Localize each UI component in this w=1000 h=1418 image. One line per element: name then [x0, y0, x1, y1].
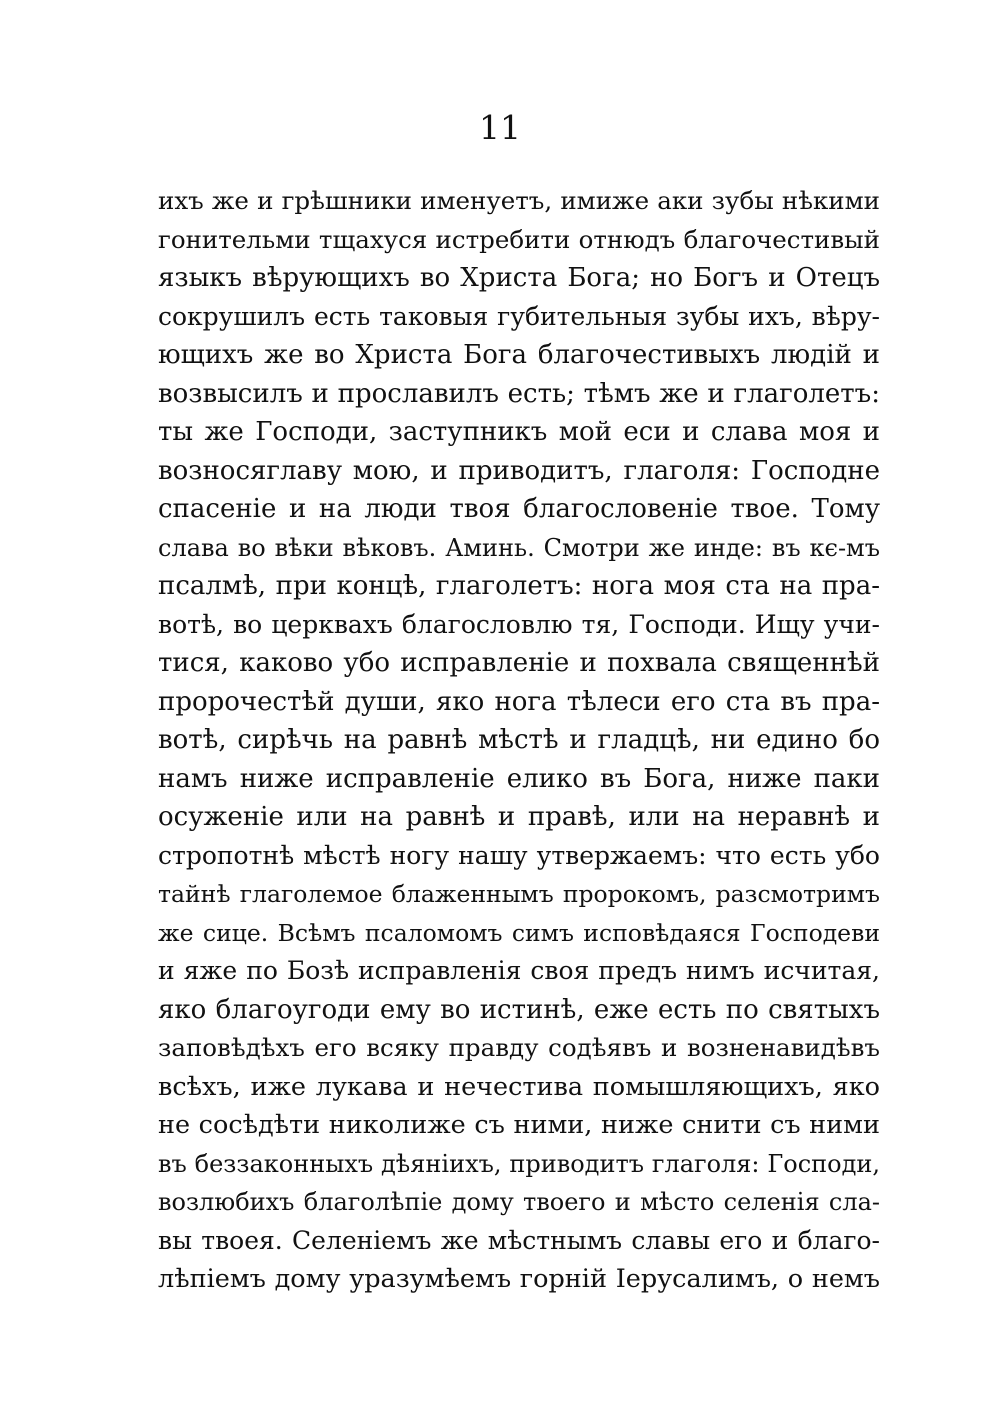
text-line: осуженіе или на равнѣ и правѣ, или на неравнѣ и [158, 802, 880, 832]
text-line: тайнѣ глаголемое блаженнымъ пророкомъ, разсмотримъ [158, 880, 880, 908]
text-line: возносяглаву мою, и приводитъ, глаголя: Господне [158, 455, 880, 486]
text-line: вы твоея. Селеніемъ же мѣстнымъ славы его и благо- [158, 1225, 880, 1255]
text-line: тися, каково убо исправленіе и похвала священнѣй [158, 648, 880, 678]
text-line: возлюбихъ благолѣпіе дому твоего и мѣсто селенія сла- [158, 1188, 880, 1216]
text-line: не сосѣдѣти николиже съ ними, ниже снити съ ними [158, 1110, 880, 1140]
text-line: лѣпіемъ дому уразумѣемъ горній Іерусалимъ, о немъ [158, 1264, 880, 1294]
text-line: и яже по Бозѣ исправленія своя предъ нимъ исчитая, [158, 956, 880, 985]
page-number: 11 [479, 108, 521, 147]
body-text [158, 182, 880, 1299]
text-line: ихъ же и грѣшники именуетъ, имиже аки зубы нѣкими [158, 186, 880, 215]
text-line: ющихъ же во Христа Бога благочестивыхъ людій и [158, 340, 880, 370]
text-line: всѣхъ, иже лукава и нечестива помышляющихъ, яко [158, 1071, 880, 1102]
text-line: пророчестѣй души, яко нога тѣлеси его ста въ пра- [158, 686, 880, 717]
text-line: спасеніе и на люди твоя благословеніе твое. Тому [158, 494, 880, 524]
text-line: языкъ вѣрующихъ во Христа Бога; но Богъ и Отецъ [158, 263, 880, 293]
text-line: стропотнѣ мѣстѣ ногу нашу утвержаемъ: что есть убо [158, 840, 880, 870]
text-line: же сице. Всѣмъ псаломомъ симъ исповѣдаяся Господеви [158, 918, 880, 947]
text-line: яко благоугоди ему во истинѣ, еже есть по святыхъ [158, 994, 880, 1025]
text-line: возвысилъ и прославилъ есть; тѣмъ же и глаголетъ: [158, 378, 880, 409]
text-line: слава во вѣки вѣковъ. Аминь. Смотри же инде: въ кє-мъ [158, 533, 880, 562]
text-line: вотѣ, сирѣчь на равнѣ мѣстѣ и гладцѣ, ни едино бо [158, 725, 880, 755]
text-line: въ беззаконныхъ дѣяніихъ, приводитъ глаголя: Господи, [158, 1149, 880, 1178]
text-line: гонительми тщахуся истребити отнюдъ благочестивый [158, 224, 880, 254]
text-line: заповѣдѣхъ его всяку правду содѣявъ и возненавидѣвъ [158, 1033, 880, 1062]
text-line: сокрушилъ есть таковыя губительныя зубы ихъ, вѣру- [158, 301, 880, 331]
text-line: псалмѣ, при концѣ, глаголетъ: нога моя ста на пра- [158, 571, 880, 601]
text-line: намъ ниже исправленіе елико въ Бога, ниже паки [158, 763, 880, 794]
text-line: вотѣ, во церквахъ благословлю тя, Господи. Ищу учи- [158, 609, 880, 639]
text-line: ты же Господи, заступникъ мой еси и слава моя и [158, 417, 880, 447]
